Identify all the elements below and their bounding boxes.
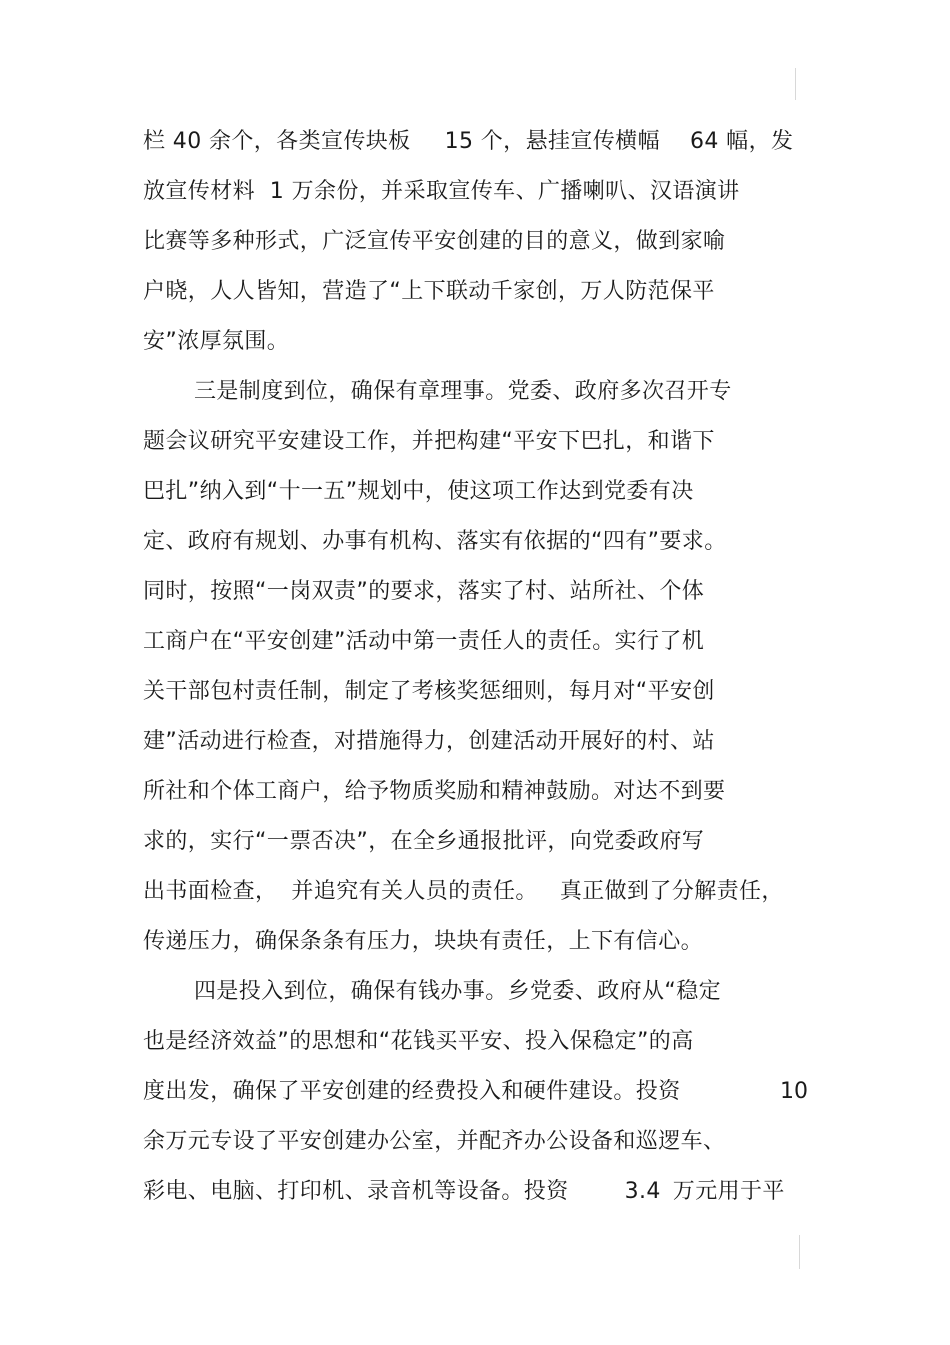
text-line: 户晓，人人皆知，营造了“上下联动千家创，万人防范保平 [143,279,715,304]
text-line: 建”活动进行检查，对措施得力，创建活动开展好的村、站 [143,729,715,754]
paragraph-start-line: 四是投入到位，确保有钱办事。乡党委、政府从“稳定 [194,979,721,1004]
text-line: 放宣传材料 1 万余份，并采取宣传车、广播喇叭、汉语演讲 [143,179,740,204]
text-line: 题会议研究平安建设工作，并把构建“平安下巴扎，和谐下 [143,429,715,454]
text-line: 求的，实行“一票否决”，在全乡通报批评，向党委政府写 [143,829,705,854]
text-line: 度出发，确保了平安创建的经费投入和硬件建设。投资 [143,1079,681,1104]
text-line: 也是经济效益”的思想和“花钱买平安、投入保稳定”的高 [143,1029,694,1054]
text-number: 10 [780,1079,808,1104]
text-line: 余万元专设了平安创建办公室，并配齐办公设备和巡逻车、 [143,1129,726,1154]
text-line: 传递压力，确保条条有压力，块块有责任，上下有信心。 [143,929,704,954]
text-line: 同时，按照“一岗双责”的要求，落实了村、站所社、个体 [143,579,705,604]
text-line: 定、政府有规划、办事有机构、落实有依据的“四有”要求。 [143,529,727,554]
text-line: 彩电、电脑、打印机、录音机等设备。投资 3.4 万元用于平 [143,1179,785,1204]
text-line: 所社和个体工商户，给予物质奖励和精神鼓励。对达不到要 [143,779,726,804]
text-line: 出书面检查， 并追究有关人员的责任。 真正做到了分解责任， [143,879,784,904]
text-line: 比赛等多种形式，广泛宣传平安创建的目的意义，做到家喻 [143,229,726,254]
paragraph-start-line: 三是制度到位，确保有章理事。党委、政府多次召开专 [194,379,732,404]
margin-mark-top [795,68,796,100]
text-line: 安”浓厚氛围。 [143,329,290,354]
text-line: 巴扎”纳入到“十一五”规划中，使这项工作达到党委有决 [143,479,694,504]
text-line: 栏 40 余个，各类宣传块板 15 个，悬挂宣传横幅 64 幅，发 [143,129,794,154]
text-line: 关干部包村责任制，制定了考核奖惩细则，每月对“平安创 [143,679,715,704]
margin-mark-bottom [799,1235,800,1269]
text-line: 工商户在“平安创建”活动中第一责任人的责任。实行了机 [143,629,705,654]
